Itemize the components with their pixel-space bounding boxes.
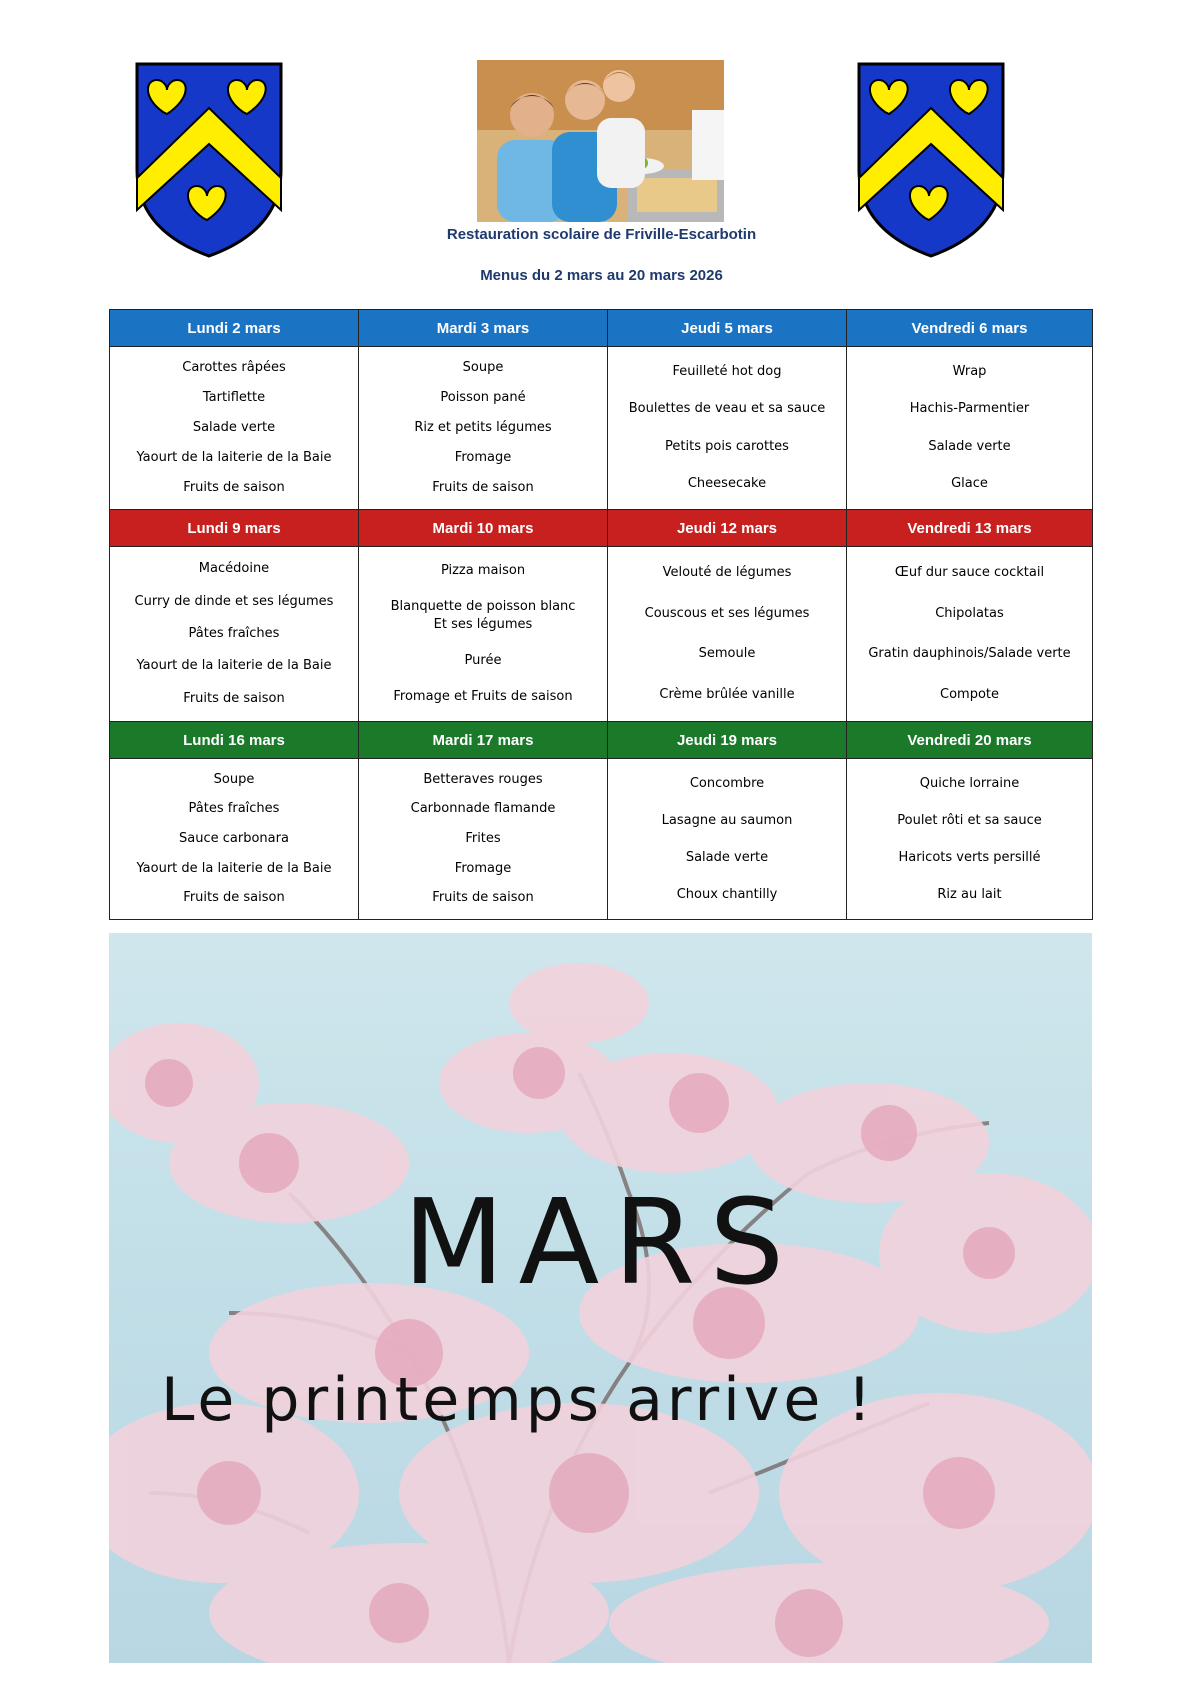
menu-item: Curry de dinde et ses légumes	[134, 593, 334, 609]
menu-item: Fruits de saison	[432, 890, 534, 906]
day-header: Mardi 3 mars	[359, 310, 608, 347]
menu-item: Tartiflette	[202, 390, 266, 405]
menu-item: Pâtes fraîches	[188, 625, 280, 641]
menu-item: Haricots verts persillé	[898, 849, 1041, 865]
day-header: Vendredi 20 mars	[847, 722, 1093, 759]
menu-item: Fruits de saison	[183, 890, 285, 906]
day-menu-cell	[110, 547, 359, 722]
day-menu-cell	[359, 347, 608, 510]
menu-item: Velouté de légumes	[662, 565, 792, 581]
menu-table	[109, 309, 1093, 920]
week-menu-row	[110, 347, 1093, 510]
day-header: Lundi 2 mars	[110, 310, 359, 347]
menu-item: Chipolatas	[935, 605, 1004, 621]
menu-item: Fromage	[454, 860, 512, 876]
week-header-row	[110, 510, 1093, 547]
menu-item: Compote	[940, 686, 999, 702]
day-header: Jeudi 5 mars	[608, 310, 847, 347]
menu-item: Poulet rôti et sa sauce	[897, 812, 1042, 828]
menu-item: Petits pois carottes	[665, 438, 789, 454]
menu-item: Boulettes de veau et sa sauce	[628, 401, 826, 417]
menu-item: Purée	[464, 653, 502, 668]
menu-item: Fromage	[454, 450, 512, 465]
menu-item: Pizza maison	[440, 563, 526, 578]
day-header: Vendredi 13 mars	[847, 510, 1093, 547]
day-menu-cell	[847, 347, 1093, 510]
menu-item: Lasagne au saumon	[661, 812, 793, 828]
menu-item: Yaourt de la laiterie de la Baie	[136, 658, 332, 674]
week-header-row	[110, 722, 1093, 759]
page-title: Restauration scolaire de Friville-Escarbotin	[446, 226, 757, 243]
menu-item: Crème brûlée vanille	[659, 686, 795, 702]
day-menu-cell	[847, 547, 1093, 722]
poster-headline: MARS	[402, 1173, 799, 1311]
menu-item: Fruits de saison	[183, 690, 285, 706]
day-header: Lundi 16 mars	[110, 722, 359, 759]
day-header: Jeudi 12 mars	[608, 510, 847, 547]
day-header: Mardi 10 mars	[359, 510, 608, 547]
menu-item: Cheesecake	[687, 476, 767, 492]
menu-item: Couscous et ses légumes	[644, 605, 810, 621]
day-menu-cell	[608, 547, 847, 722]
day-menu-cell	[608, 347, 847, 510]
menu-item: Fruits de saison	[432, 480, 534, 495]
day-menu-cell	[847, 759, 1093, 920]
menu-item: Feuilleté hot dog	[672, 363, 782, 379]
menu-item: Yaourt de la laiterie de la Baie	[136, 450, 332, 465]
week-menu-row	[110, 759, 1093, 920]
day-menu-cell	[359, 759, 608, 920]
menu-item: Quiche lorraine	[919, 775, 1020, 791]
day-menu-cell	[110, 347, 359, 510]
menu-item: Salade verte	[685, 849, 769, 865]
menu-item: Fromage et Fruits de saison	[393, 689, 573, 704]
menu-item: Wrap	[952, 363, 987, 379]
menu-item: Riz et petits légumes	[414, 420, 552, 435]
day-header: Mardi 17 mars	[359, 722, 608, 759]
menu-item: Pâtes fraîches	[188, 801, 280, 817]
day-header: Jeudi 19 mars	[608, 722, 847, 759]
week-menu-row	[110, 547, 1093, 722]
menu-item: Carbonnade flamande	[410, 801, 556, 817]
day-menu-cell	[359, 547, 608, 722]
menu-item: Macédoine	[198, 561, 270, 577]
menu-item: Concombre	[689, 775, 765, 791]
spring-poster	[109, 933, 1092, 1663]
menu-item: Hachis-Parmentier	[909, 401, 1030, 417]
menu-item: Salade verte	[928, 438, 1011, 454]
week-header-row	[110, 310, 1093, 347]
menu-item: Poisson pané	[440, 390, 526, 405]
menu-item: Soupe	[213, 771, 255, 787]
menu-item: Sauce carbonara	[179, 830, 289, 846]
menu-item: Betteraves rouges	[423, 771, 543, 787]
day-header: Lundi 9 mars	[110, 510, 359, 547]
menu-item: Frites	[465, 830, 501, 846]
menu-item: Gratin dauphinois/Salade verte	[868, 646, 1071, 662]
menu-item: Carottes râpées	[182, 360, 286, 375]
page-subtitle: Menus du 2 mars au 20 mars 2026	[480, 267, 723, 284]
day-header: Vendredi 6 mars	[847, 310, 1093, 347]
menu-item: Blanquette de poisson blanc Et ses légumes	[390, 599, 576, 632]
menu-item: Soupe	[462, 360, 504, 375]
menu-item: Riz au lait	[937, 886, 1002, 902]
menu-item: Yaourt de la laiterie de la Baie	[136, 860, 332, 876]
poster-tagline: Le printemps arrive !	[161, 1365, 876, 1435]
day-menu-cell	[110, 759, 359, 920]
menu-item: Fruits de saison	[183, 480, 285, 495]
menu-item: Salade verte	[192, 420, 276, 435]
children-canteen-photo	[477, 60, 724, 222]
menu-item: Semoule	[698, 646, 756, 662]
menu-item: Glace	[951, 476, 988, 492]
menu-item: Choux chantilly	[676, 886, 778, 902]
day-menu-cell	[608, 759, 847, 920]
menu-item: Œuf dur sauce cocktail	[894, 565, 1045, 581]
